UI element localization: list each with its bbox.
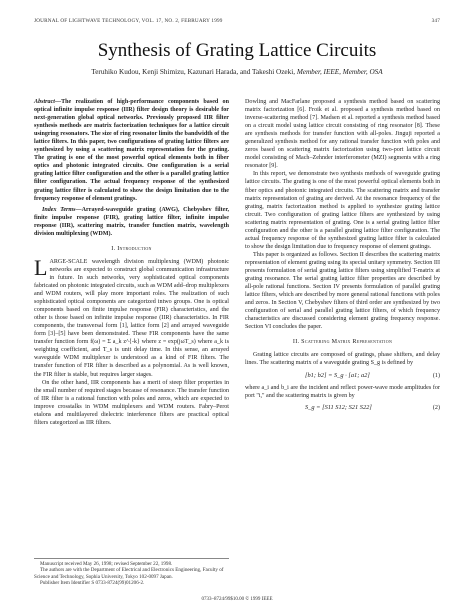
paper-title: Synthesis of Grating Lattice Circuits: [97, 40, 377, 61]
intro-paragraph-1: [34, 254, 229, 379]
journal-name: JOURNAL OF LIGHTWAVE TECHNOLOGY, VOL. 17, NO. 2, FEBRUARY 1999: [34, 18, 223, 24]
right-paragraph-4: Grating lattice circuits are composed of gratings, phase shifters, and delay lines. The scattering matrix of a waveguide grating S_g is defined by: [245, 352, 440, 367]
author-membership: Member, IEEE, Member, OSA: [296, 68, 383, 76]
copyright-line: 0733–8724/99$10.00 © 1999 IEEE: [201, 597, 273, 602]
right-paragraph-2: In this report, we demonstrate two synthesis methods of waveguide grating lattice circuits. The grating is one of the most powerful optical elements both in fiber optics and photonic integrated circuits. The scattering matrix and transfer matrix representation of grating are derived. At the resonance frequency of the grating, matrix factorization method is applied to synthesize grating lattice circuit. Two configuration of grating lattice filters are synthesized by using scattering matrix representation of grating. One is a serial grating lattice filter configuration and the other is a parallel grating lattice filter configuration. The actual frequency response of the synthesized grating lattice filter is calculated to show the design limitation due to frequency response of element gratings.: [245, 171, 440, 250]
page-number: 347: [431, 18, 440, 24]
index-terms: [34, 206, 229, 238]
abstract-label: Abstract—: [34, 99, 62, 105]
equation-1-number: (1): [432, 372, 440, 379]
drop-cap: L: [34, 254, 48, 280]
equation-2: [245, 404, 440, 412]
index-terms-label: Index Terms—: [42, 206, 82, 213]
author-names: Teruhiko Kudou, Kenji Shimizu, Kazunari Harada, and Takeshi Ozeki,: [91, 68, 296, 76]
index-terms-text: Arrayed-waveguide grating (AWG), Chebyshev filter, finite impulse response (FIR), grating lattice filter, infinite impulse response (IIR), scattering matrix, transfer function matrix, wavelength division multiplexing (WDM).: [34, 206, 229, 237]
right-paragraph-5: where a_i and b_i are the incident and reflect power-wave mode amplitudes for port "i," and the scattering matrix is given by: [245, 384, 440, 399]
equation-2-body: S_g = [S11 S12; S21 S22]: [305, 403, 372, 411]
right-column: [245, 98, 440, 416]
equation-2-number: (2): [432, 404, 440, 411]
intro-paragraph-1-text: ARGE-SCALE wavelength division multiplexing (WDM) photonic networks are expected to construct global communication infrastructure in future. In such networks, very sophisticated optical components fabricated on photonic integrated circuits, such as WDM add–drop multiplexers and WDM routers, will play more important roles. The realization of such sophisticated optical components are categorized intwo groups. One is optical components based on finite impulse response (FIR) characteristics, and the other is those based on infinite impulse response (IIR) characteristics. In FIR components, the transversal form [1], lattice form [2] and arrayed waveguide form [3]–[5] have been demonstrated. These FIR components have the same transfer function form f(ω) = Σ a_k z^{-k} where z = exp(jωT_s) where a_k is weighting coefficient, and T_s is unit delay time. In this sense, an arrayed waveguide WDM multiplexer is understood as a kind of FIR filters. The transfer function of FIR filter is described as a polynomial. As is well known, the FIR filter is stable, but requires larger stages.: [34, 258, 229, 378]
footnote-affiliation: The authors are with the Department of Electrical and Electronics Engineering, Faculty of Science and Technology, Sophia University, Tokyo 102-0097 Japan.: [34, 567, 224, 580]
left-column: [34, 98, 229, 427]
author-line: [0, 68, 474, 76]
footnote-identifier: Publisher Item Identifier S 0733-8724(99)01206-2.: [40, 580, 145, 587]
intro-paragraph-2: On the other hand, IIR components has a merit of steep filter properties in the small number of required stages because of resonance. The transfer function of IIR filter is a rational function with poles and zeros, which are expected to improve crosstalks in WDM multiplexers and WDM routers. Fabry–Perot etalons and multilayered dielectric interference filters are practical optical filters categorized as IIR filters.: [34, 379, 229, 426]
equation-1: [245, 372, 440, 380]
equation-1-body: [b1; b2] = S_g · [a1; a2]: [305, 371, 370, 379]
running-header: [34, 18, 440, 24]
right-paragraph-1: Dowling and MacFarlane proposed a synthesis method based on scattering matrix factorization [6]. Froik et al. proposed a synthesis method based on inverse-scattering method [7]. Madsen et al. reported a synthesis method based on a circuit model using lattice circuit consisting of ring resonator [8]. These are synthesis methods for transfer function with all-poles. Jinguji reported a generalized synthesis method for any rational transfer function with poles and zeros based on scattering matrix factorization using two-port lattice circuit model consisting of Mach–Zehnder interferometer (MZI) segments with a ring resonator [9].: [245, 99, 440, 170]
section-heading-introduction: I. Introduction: [111, 245, 152, 252]
abstract-text: The realization of high-performance components based on optical infinite impulse response (IIR) filter design theory is desirable for next-generation global optical networks. Previously proposed IIR filter synthesis methods are matrix factorization techniques for a lattice circuit usingring resonators. The size of ring resonator limits the bandwidth of the lattice filters. In this paper, two configurations of grating lattice filters are synthesized by using a scattering matrix representation for the grating. The grating is one of the most powerful optical elements both in fiber optics and photonic integrated circuits. One configuration is a serial grating lattice filter configuration and the other is a parallel grating lattice filter configuration. The actual frequency response of the synthesized grating lattice filter is calculated to show the design limitation due to the frequency response of element gratings.: [34, 99, 229, 202]
footnote-received: Manuscript received May 26, 1998; revised September 22, 1998.: [40, 561, 173, 567]
footnote: [34, 558, 229, 587]
section-heading-scattering: II. Scattering Matrix Representation: [292, 339, 393, 346]
right-paragraph-3: This paper is organized as follows. Section II describes the scattering matrix representation of element grating using its special unitary symmetry. Section III presents formulation of serial grating lattice filters using simplified T-matrix at grating resonance. The serial grating lattice filter properties are described by all-pole rational functions. Section IV presents formulation of parallel grating lattice filters, which are described by more general rational functions with poles and zeros. In Section V, Chebyshev filters of third order are synthesized by two configuration of serial and parallel grating lattice filters, of which frequency characteristics are discussed considering element grating frequency response. Section VI concludes the paper.: [245, 251, 440, 331]
abstract: [34, 98, 229, 203]
